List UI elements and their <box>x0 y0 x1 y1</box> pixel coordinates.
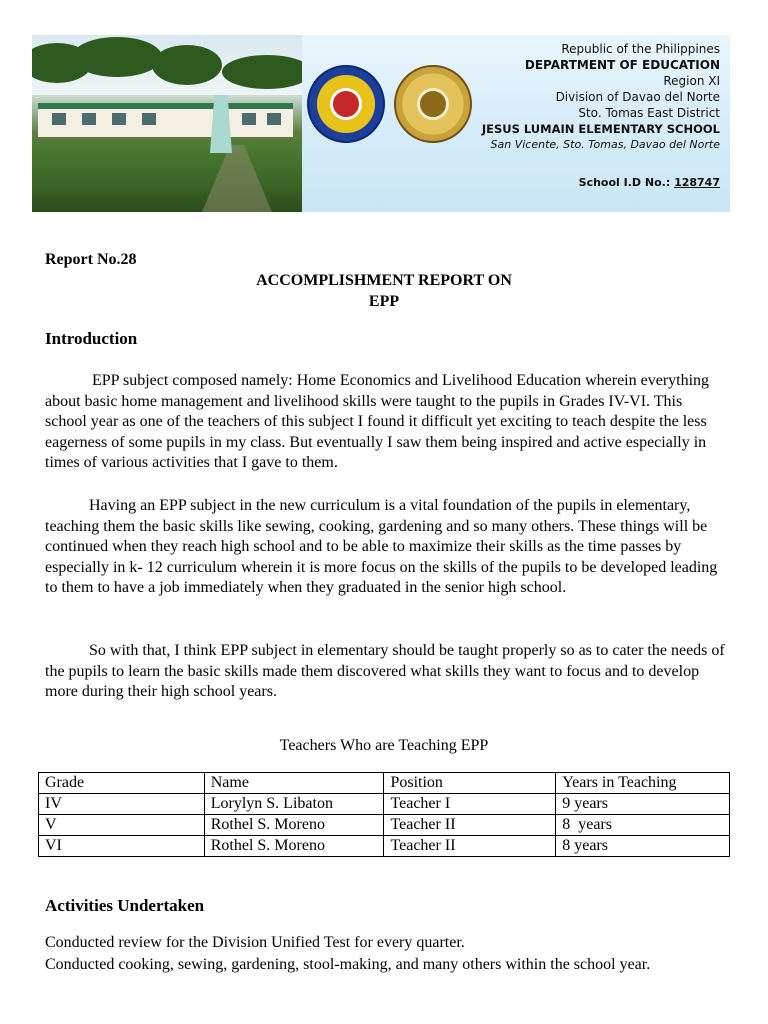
department-line: DEPARTMENT OF EDUCATION <box>524 58 720 72</box>
cell-grade: VI <box>39 836 205 857</box>
cell-name: Rothel S. Moreno <box>204 815 384 836</box>
paragraph-1: EPP subject composed namely: Home Economics and Livelihood Education wherein everything about basic home management and livelihood skills were taught to the pupils in Grades IV-VI. This school year as one of the teachers of this subject I found it difficult yet exciting to teach despite the less eagerness of some pupils in my class. But eventually I saw them being inspired and active especially in times of various activities that I gave to them. <box>45 372 710 472</box>
republic-line: Republic of the Philippines <box>561 42 720 56</box>
deped-seal-icon <box>307 65 385 143</box>
cell-name: Rothel S. Moreno <box>204 836 384 857</box>
school-id-value: 128747 <box>674 176 720 189</box>
teachers-table <box>38 772 730 857</box>
table-header-row <box>39 773 730 794</box>
division-line: Division of Davao del Norte <box>555 90 720 104</box>
header-grade: Grade <box>39 773 205 794</box>
school-name: JESUS LUMAIN ELEMENTARY SCHOOL <box>481 122 720 136</box>
cell-grade: IV <box>39 794 205 815</box>
cell-years: 8 years <box>556 836 730 857</box>
region-line: Region XI <box>663 74 720 88</box>
report-title: ACCOMPLISHMENT REPORT ON <box>256 272 512 289</box>
school-photo <box>32 35 302 212</box>
cell-grade: V <box>39 815 205 836</box>
school-id <box>579 176 720 189</box>
school-seal-icon <box>394 65 472 143</box>
table-row <box>39 815 730 836</box>
table-caption: Teachers Who are Teaching EPP <box>279 737 489 754</box>
school-address: San Vicente, Sto. Tomas, Davao del Norte <box>490 138 720 151</box>
cell-position: Teacher I <box>384 794 556 815</box>
table-row <box>39 836 730 857</box>
letterhead-text <box>482 41 720 153</box>
school-id-label: School I.D No.: <box>578 176 671 189</box>
district-line: Sto. Tomas East District <box>578 106 720 120</box>
cell-years: 9 years <box>556 794 730 815</box>
activities-heading: Activities Undertaken <box>45 896 205 915</box>
cell-position: Teacher II <box>384 815 556 836</box>
introduction-heading: Introduction <box>45 329 138 348</box>
table-row <box>39 794 730 815</box>
paragraph-2: Having an EPP subject in the new curriculum is a vital foundation of the pupils in elementary, teaching them the basic skills like sewing, cooking, gardening and so many others. These things will be continued when they reach high school and to be able to maximize their skills as the time passes by especially in k- 12 curriculum wherein it is more focus on the skills of the pupils to be developed leading to them to have a job immediately when they graduated in the senior high school. <box>45 497 718 597</box>
cell-name: Lorylyn S. Libaton <box>204 794 384 815</box>
activity-item: Conducted review for the Division Unified Test for every quarter. <box>45 934 465 951</box>
cell-years: 8 years <box>556 815 730 836</box>
letterhead-banner <box>32 35 730 212</box>
paragraph-3: So with that, I think EPP subject in elementary should be taught properly so as to cater the needs of the pupils to learn the basic skills made them discovered what skills they want to focus and to develop more during their high school years. <box>45 642 725 701</box>
report-number: Report No.28 <box>45 251 137 268</box>
activity-item: Conducted cooking, sewing, gardening, stool-making, and many others within the school year. <box>45 956 651 973</box>
header-position: Position <box>384 773 556 794</box>
cell-position: Teacher II <box>384 836 556 857</box>
header-years: Years in Teaching <box>556 773 730 794</box>
header-name: Name <box>204 773 384 794</box>
report-subtitle: EPP <box>368 293 400 310</box>
